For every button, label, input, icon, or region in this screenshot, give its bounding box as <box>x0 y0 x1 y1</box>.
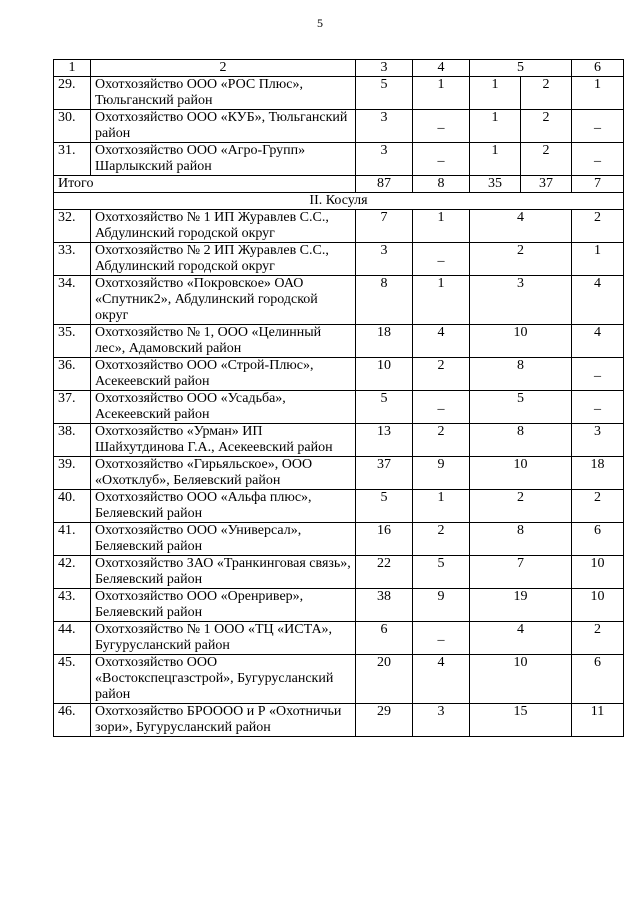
row-c6: 1 <box>572 243 624 276</box>
row-name: Охотхозяйство № 1 ООО «ТЦ «ИСТА», Бугурусланский район <box>91 622 356 655</box>
row-c5: 10 <box>470 325 572 358</box>
row-c6 <box>572 358 624 391</box>
row-c3: 29 <box>356 704 413 737</box>
table-row <box>54 143 624 176</box>
row-c5: 10 <box>470 655 572 704</box>
row-name: Охотхозяйство ООО «Универсал», Беляевский район <box>91 523 356 556</box>
row-name: Охотхозяйство ООО «Оренривер», Беляевский район <box>91 589 356 622</box>
total-row <box>54 176 624 193</box>
row-c3: 8 <box>356 276 413 325</box>
header-col-6: 6 <box>572 60 624 77</box>
table-row <box>54 622 624 655</box>
row-name: Охотхозяйство № 1, ООО «Целинный лес», Адамовский район <box>91 325 356 358</box>
row-c3: 10 <box>356 358 413 391</box>
row-c5: 2 <box>470 490 572 523</box>
row-c3: 5 <box>356 490 413 523</box>
table-row <box>54 243 624 276</box>
row-c6: 10 <box>572 589 624 622</box>
table-row <box>54 556 624 589</box>
total-c6: 7 <box>572 176 624 193</box>
row-number: 35. <box>54 325 91 358</box>
row-name: Охотхозяйство ООО «Альфа плюс», Беляевский район <box>91 490 356 523</box>
row-c4 <box>413 391 470 424</box>
game-quota-table <box>53 59 624 737</box>
row-number: 38. <box>54 424 91 457</box>
row-number: 34. <box>54 276 91 325</box>
row-c3: 38 <box>356 589 413 622</box>
row-number: 37. <box>54 391 91 424</box>
dash-mark: _ <box>594 364 601 379</box>
row-c3: 5 <box>356 391 413 424</box>
row-c5b: 2 <box>521 77 572 110</box>
table-row <box>54 276 624 325</box>
table-row <box>54 523 624 556</box>
table-row <box>54 77 624 110</box>
row-c4: 1 <box>413 210 470 243</box>
row-c6: 4 <box>572 325 624 358</box>
row-c4: 1 <box>413 276 470 325</box>
row-name: Охотхозяйство ООО «РОС Плюс», Тюльганский район <box>91 77 356 110</box>
dash-mark: _ <box>437 116 445 131</box>
section-title: II. Косуля <box>54 193 624 210</box>
row-c4 <box>413 243 470 276</box>
row-c6: 2 <box>572 210 624 243</box>
row-name: Охотхозяйство «Гирьяльское», ООО «Охотклуб», Беляевский район <box>91 457 356 490</box>
row-c3: 3 <box>356 143 413 176</box>
row-c6: 3 <box>572 424 624 457</box>
header-col-4: 4 <box>413 60 470 77</box>
row-c3: 3 <box>356 243 413 276</box>
row-c6 <box>572 110 624 143</box>
row-c4: 9 <box>413 457 470 490</box>
dash-mark: _ <box>594 116 601 131</box>
table-row <box>54 704 624 737</box>
row-c3: 5 <box>356 77 413 110</box>
row-c6: 1 <box>572 77 624 110</box>
row-c4: 2 <box>413 424 470 457</box>
row-c5: 7 <box>470 556 572 589</box>
row-number: 31. <box>54 143 91 176</box>
header-col-5: 5 <box>470 60 572 77</box>
dash-mark: _ <box>437 149 445 164</box>
row-c4: 1 <box>413 490 470 523</box>
row-c4: 2 <box>413 358 470 391</box>
row-number: 42. <box>54 556 91 589</box>
table-row <box>54 210 624 243</box>
row-c6 <box>572 391 624 424</box>
row-c3: 20 <box>356 655 413 704</box>
row-c6: 2 <box>572 622 624 655</box>
row-c3: 16 <box>356 523 413 556</box>
row-c4 <box>413 110 470 143</box>
row-name: Охотхозяйство «Покровское» ОАО «Спутник2», Абдулинский городской округ <box>91 276 356 325</box>
row-c4 <box>413 622 470 655</box>
row-c4: 4 <box>413 325 470 358</box>
row-number: 44. <box>54 622 91 655</box>
row-c5: 4 <box>470 210 572 243</box>
row-number: 46. <box>54 704 91 737</box>
row-c3: 18 <box>356 325 413 358</box>
row-number: 39. <box>54 457 91 490</box>
row-number: 36. <box>54 358 91 391</box>
page-number: 5 <box>317 16 323 30</box>
row-c5: 8 <box>470 358 572 391</box>
total-label: Итого <box>54 176 356 193</box>
header-col-1: 1 <box>54 60 91 77</box>
row-number: 41. <box>54 523 91 556</box>
row-c3: 7 <box>356 210 413 243</box>
row-c3: 37 <box>356 457 413 490</box>
row-c5a: 1 <box>470 110 521 143</box>
table-row <box>54 490 624 523</box>
row-c6: 6 <box>572 523 624 556</box>
row-name: Охотхозяйство ООО «Востокспецгазстрой», Бугурусланский район <box>91 655 356 704</box>
row-number: 40. <box>54 490 91 523</box>
row-c5b: 2 <box>521 143 572 176</box>
row-c5: 8 <box>470 523 572 556</box>
total-c5a: 35 <box>470 176 521 193</box>
dash-mark: _ <box>437 249 445 264</box>
row-number: 45. <box>54 655 91 704</box>
row-c4: 5 <box>413 556 470 589</box>
row-c6: 10 <box>572 556 624 589</box>
row-c4: 4 <box>413 655 470 704</box>
row-number: 43. <box>54 589 91 622</box>
row-c4: 3 <box>413 704 470 737</box>
row-c3: 6 <box>356 622 413 655</box>
table-row <box>54 589 624 622</box>
table-row <box>54 391 624 424</box>
row-c5: 2 <box>470 243 572 276</box>
table-row <box>54 325 624 358</box>
row-name: Охотхозяйство ООО «КУБ», Тюльганский район <box>91 110 356 143</box>
table-row <box>54 424 624 457</box>
row-c6 <box>572 143 624 176</box>
row-name: Охотхозяйство № 1 ИП Журавлев С.С., Абдулинский городской округ <box>91 210 356 243</box>
row-c5: 10 <box>470 457 572 490</box>
row-c4 <box>413 143 470 176</box>
row-c6: 2 <box>572 490 624 523</box>
row-name: Охотхозяйство ООО «Строй-Плюс», Асекеевский район <box>91 358 356 391</box>
row-c6: 4 <box>572 276 624 325</box>
table-row <box>54 655 624 704</box>
dash-mark: _ <box>437 628 445 643</box>
total-c5b: 37 <box>521 176 572 193</box>
row-c3: 3 <box>356 110 413 143</box>
row-name: Охотхозяйство «Урман» ИП Шайхутдинова Г.А., Асекеевский район <box>91 424 356 457</box>
row-c5: 3 <box>470 276 572 325</box>
row-name: Охотхозяйство БРОООО и Р «Охотничьи зори», Бугурусланский район <box>91 704 356 737</box>
row-c6: 6 <box>572 655 624 704</box>
total-c3: 87 <box>356 176 413 193</box>
row-number: 29. <box>54 77 91 110</box>
total-c4: 8 <box>413 176 470 193</box>
row-c5b: 2 <box>521 110 572 143</box>
header-col-2: 2 <box>91 60 356 77</box>
table-row <box>54 110 624 143</box>
row-number: 30. <box>54 110 91 143</box>
row-c5a: 1 <box>470 143 521 176</box>
section-row <box>54 193 624 210</box>
row-c5: 15 <box>470 704 572 737</box>
dash-mark: _ <box>594 397 601 412</box>
row-c6: 11 <box>572 704 624 737</box>
row-number: 33. <box>54 243 91 276</box>
row-c6: 18 <box>572 457 624 490</box>
row-c5a: 1 <box>470 77 521 110</box>
row-c5: 19 <box>470 589 572 622</box>
table-header-row <box>54 60 624 77</box>
row-name: Охотхозяйство ЗАО «Транкинговая связь», Беляевский район <box>91 556 356 589</box>
table-row <box>54 457 624 490</box>
row-c4: 9 <box>413 589 470 622</box>
row-name: Охотхозяйство ООО «Агро-Групп» Шарлыкский район <box>91 143 356 176</box>
header-col-3: 3 <box>356 60 413 77</box>
row-c4: 1 <box>413 77 470 110</box>
row-name: Охотхозяйство ООО «Усадьба», Асекеевский район <box>91 391 356 424</box>
dash-mark: _ <box>594 149 601 164</box>
row-c5: 4 <box>470 622 572 655</box>
dash-mark: _ <box>437 397 445 412</box>
row-number: 32. <box>54 210 91 243</box>
row-c3: 22 <box>356 556 413 589</box>
row-c5: 8 <box>470 424 572 457</box>
table-row <box>54 358 624 391</box>
row-name: Охотхозяйство № 2 ИП Журавлев С.С., Абдулинский городской округ <box>91 243 356 276</box>
row-c5: 5 <box>470 391 572 424</box>
row-c3: 13 <box>356 424 413 457</box>
row-c4: 2 <box>413 523 470 556</box>
